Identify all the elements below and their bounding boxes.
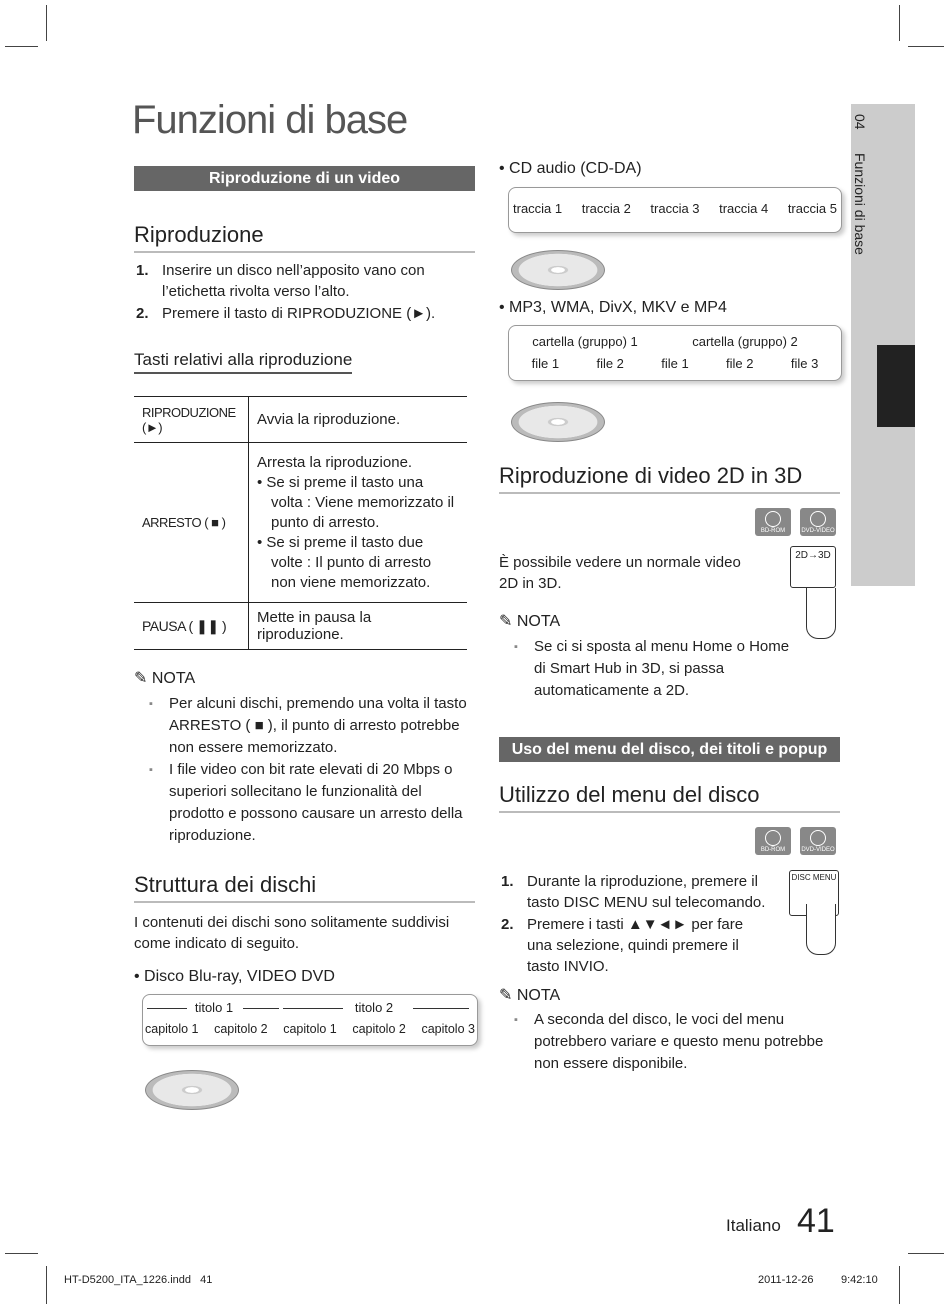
footer-file: HT-D5200_ITA_1226.indd 41 <box>64 1274 213 1286</box>
disc-icon <box>145 1070 239 1110</box>
struttura-text: I contenuti dei dischi sono solitamente suddivisi come indicato di seguito. <box>134 914 450 952</box>
keys-table <box>134 396 467 650</box>
cd-structure-box <box>508 187 842 233</box>
bullet-mp3: • MP3, WMA, DivX, MKV e MP4 <box>499 299 727 316</box>
note-item: ▪ A seconda del disco, le voci del menu potrebbero variare e questo menu potrebbe non essere disponibile. <box>499 1009 840 1075</box>
page-number: 41 <box>797 1202 835 1240</box>
note-item: ▪ I file video con bit rate elevati di 20 Mbps o superiori sollecitano le funzionalità del prodotto e possono causare un arresto della riproduzione. <box>134 759 479 847</box>
side-tab-label: Funzioni di base <box>852 153 868 255</box>
notes-menu <box>499 1009 840 1075</box>
heading-struttura: Struttura dei dischi <box>134 872 475 903</box>
bd-chapter: capitolo 2 <box>352 1022 406 1036</box>
subheading-tasti: Tasti relativi alla riproduzione <box>134 350 352 374</box>
menu-step-1: 1. Durante la riproduzione, premere il tasto DISC MENU sul telecomando. <box>501 873 766 911</box>
cd-track: traccia 3 <box>650 201 700 216</box>
section-band-riproduzione: Riproduzione di un video <box>134 166 475 191</box>
table-row <box>134 603 467 650</box>
bd-chapter: capitolo 2 <box>214 1022 268 1036</box>
side-tab-chapter: 04 <box>852 114 868 130</box>
crop-mark <box>46 1266 47 1304</box>
side-tab-marker <box>877 345 915 427</box>
heading-riproduzione: Riproduzione <box>134 222 475 253</box>
mp3-file: file 2 <box>726 356 754 371</box>
cd-track: traccia 1 <box>513 201 563 216</box>
disc-icon <box>511 250 605 290</box>
mp3-file: file 2 <box>596 356 624 371</box>
text-2d3d: È possibile vedere un normale video 2D in 3D. <box>499 554 741 592</box>
pencil-icon: ✎ <box>499 987 513 1004</box>
crop-mark <box>908 46 944 47</box>
bd-chapter: capitolo 1 <box>283 1022 337 1036</box>
note-item: ▪ Se ci si sposta al menu Home o Home di Smart Hub in 3D, si passa automaticamente a 2D. <box>499 636 799 702</box>
bd-chapter: capitolo 1 <box>145 1022 199 1036</box>
heading-menu: Utilizzo del menu del disco <box>499 782 840 813</box>
cd-tracks <box>513 201 837 216</box>
crop-mark <box>908 1253 944 1254</box>
table-row <box>134 443 467 603</box>
dvd-video-badge: DVD-VIDEO <box>800 508 836 536</box>
key-play: RIPRODUZIONE (►) <box>134 397 249 443</box>
bd-rom-badge: BD-ROM <box>755 508 791 536</box>
mp3-files <box>513 356 837 371</box>
nota-menu: ✎ NOTA <box>499 987 561 1004</box>
notes-left <box>134 693 479 847</box>
nota-left: ✎ NOTA <box>134 670 196 687</box>
cd-track: traccia 5 <box>787 201 837 216</box>
button-2d3d-illustration: 2D→3D <box>790 546 836 588</box>
dvd-video-badge: DVD-VIDEO <box>800 827 836 855</box>
bd-rom-badge: BD-ROM <box>755 827 791 855</box>
key-pause: PAUSA ( ❚❚ ) <box>134 603 249 650</box>
key-pause-desc: Mette in pausa la riproduzione. <box>249 603 468 650</box>
pencil-icon: ✎ <box>499 613 513 630</box>
cd-track: traccia 2 <box>581 201 631 216</box>
bd-chapters <box>145 1022 475 1036</box>
bullet-bluray: • Disco Blu-ray, VIDEO DVD <box>134 968 335 985</box>
mp3-folder-2: cartella (gruppo) 2 <box>692 334 798 349</box>
mp3-structure-box <box>508 325 842 381</box>
cd-track: traccia 4 <box>719 201 769 216</box>
bullet-cd: • CD audio (CD-DA) <box>499 160 642 177</box>
footer-language: Italiano <box>726 1216 781 1235</box>
step-2: 2. Premere il tasto di RIPRODUZIONE (►). <box>136 305 436 322</box>
menu-step-2: 2. Premere i tasti ▲▼◄► per fare una selezione, quindi premere il tasto INVIO. <box>501 916 744 975</box>
table-row <box>134 397 467 443</box>
bd-title-1: titolo 1 <box>194 1000 234 1015</box>
crop-mark <box>899 5 900 41</box>
key-stop-desc: Arresta la riproduzione. • Se si preme il tasto una volta : Viene memorizzato il punto di arresto. • Se si preme il tasto due volte : Il punto di arresto non viene memorizzato. <box>249 443 468 603</box>
hand-icon <box>806 588 836 639</box>
disc-menu-button-illustration: DISC MENU <box>789 870 839 916</box>
crop-mark <box>5 1253 38 1254</box>
note-item: ▪ Per alcuni dischi, premendo una volta il tasto ARRESTO ( ■ ), il punto di arresto potrebbe non essere memorizzato. <box>134 693 479 759</box>
notes-2d3d <box>499 636 799 702</box>
key-stop: ARRESTO ( ■ ) <box>134 443 249 603</box>
crop-mark <box>5 46 38 47</box>
disc-icon <box>511 402 605 442</box>
bd-title-2: titolo 2 <box>354 1000 394 1015</box>
bd-chapter: capitolo 3 <box>421 1022 475 1036</box>
bd-structure-box <box>142 994 478 1046</box>
footer-time: 9:42:10 <box>841 1274 878 1286</box>
nota-2d3d: ✎ NOTA <box>499 613 561 630</box>
hand-icon <box>806 904 836 955</box>
key-play-desc: Avvia la riproduzione. <box>249 397 468 443</box>
step-1: 1. Inserire un disco nell’apposito vano con l’etichetta rivolta verso l’alto. <box>136 262 425 300</box>
footer-date: 2011-12-26 <box>758 1274 814 1286</box>
mp3-file: file 1 <box>531 356 560 371</box>
pencil-icon: ✎ <box>134 670 148 687</box>
crop-mark <box>46 5 47 41</box>
mp3-file: file 3 <box>790 356 819 371</box>
page-title: Funzioni di base <box>132 98 408 142</box>
section-band-menu: Uso del menu del disco, dei titoli e popup <box>499 737 840 762</box>
mp3-file: file 1 <box>661 356 689 371</box>
crop-mark <box>899 1266 900 1304</box>
mp3-folder-1: cartella (gruppo) 1 <box>532 334 638 349</box>
heading-2d3d: Riproduzione di video 2D in 3D <box>499 463 840 494</box>
